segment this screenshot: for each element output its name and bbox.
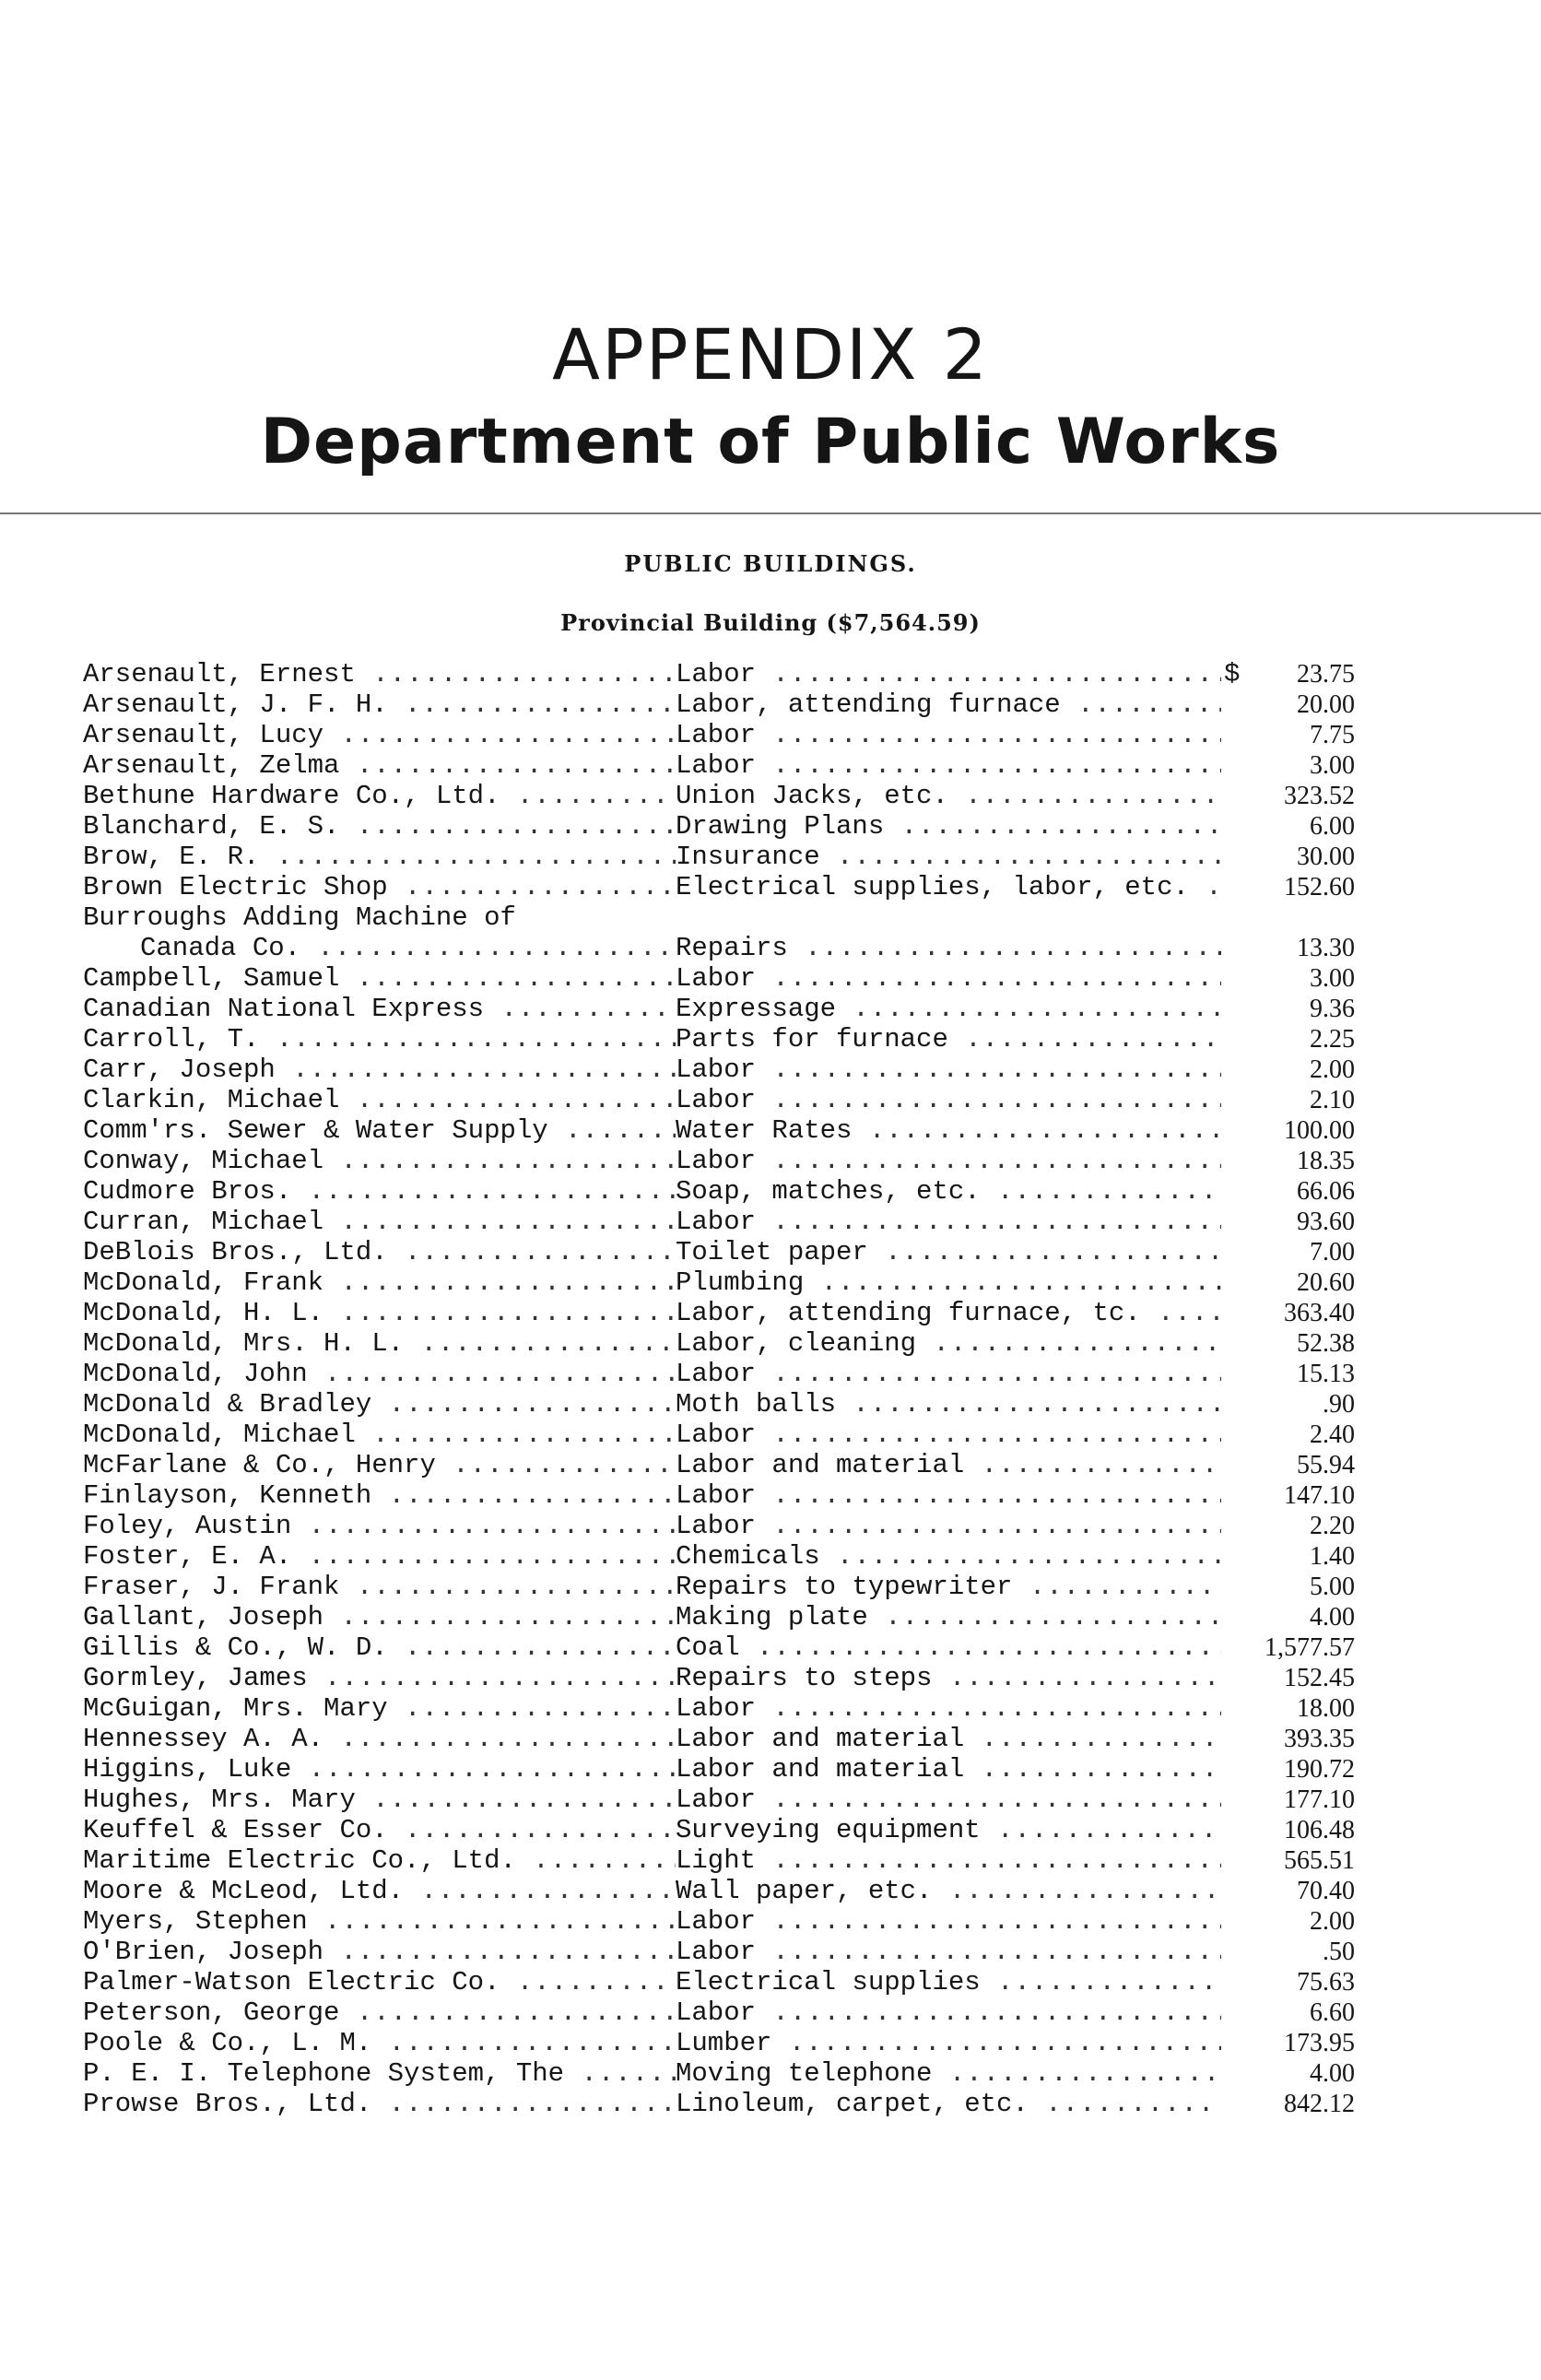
expense-description — [676, 1967, 1221, 1997]
payee-name — [83, 1754, 676, 1785]
ledger-row — [83, 963, 1355, 994]
expense-description-text: Parts for furnace — [676, 1024, 948, 1055]
ledger-row — [83, 1906, 1355, 1937]
expense-description — [676, 1754, 1221, 1785]
expense-description — [676, 1298, 1221, 1328]
payee-name — [83, 1724, 676, 1754]
payee-name — [83, 1906, 676, 1937]
expense-description-text: Labor — [676, 1085, 757, 1115]
expense-description — [676, 963, 1221, 994]
expense-description-text: Union Jacks, etc. — [676, 781, 948, 811]
expense-amount: 4.00 — [1310, 1603, 1355, 1632]
payee-name — [83, 1511, 676, 1541]
expense-amount: 100.00 — [1284, 1116, 1355, 1145]
expense-description-text: Labor — [676, 1146, 757, 1176]
expense-description-text: Labor — [676, 1937, 757, 1967]
payee-name-text: Blanchard, E. S. — [83, 811, 340, 842]
expense-description — [676, 1602, 1221, 1632]
ledger-row — [83, 1389, 1355, 1420]
payee-name — [83, 1267, 676, 1298]
expense-amount: .50 — [1323, 1938, 1355, 1966]
ledger-row — [83, 750, 1355, 781]
payee-name — [83, 1055, 676, 1085]
payee-name-text: Arsenault, J. F. H. — [83, 689, 388, 720]
payee-name — [83, 1876, 676, 1906]
expense-amount: 177.10 — [1284, 1785, 1355, 1814]
expense-description-text: Labor — [676, 963, 757, 994]
payee-name — [83, 659, 676, 689]
expense-description-text: Light — [676, 1845, 757, 1876]
expense-description-text: Electrical supplies — [676, 1967, 981, 1997]
payee-name-text: McDonald & Bradley — [83, 1389, 372, 1420]
payee-name-text: Arsenault, Lucy — [83, 720, 324, 750]
payee-name-text: Palmer-Watson Electric Co. — [83, 1967, 500, 1997]
expense-amount: 2.25 — [1310, 1025, 1355, 1054]
expense-description-text: Toilet paper — [676, 1237, 868, 1267]
expense-amount: 30.00 — [1297, 842, 1355, 871]
ledger-row — [83, 811, 1355, 842]
payee-name — [83, 1328, 676, 1359]
ledger-row — [83, 1632, 1355, 1663]
expense-amount: 152.60 — [1284, 873, 1355, 901]
expense-description — [676, 1785, 1221, 1815]
payee-name — [83, 1115, 676, 1146]
payee-name — [83, 1693, 676, 1724]
expense-amount: 842.12 — [1284, 2090, 1355, 2118]
expense-description — [676, 750, 1221, 781]
payee-name — [83, 1359, 676, 1389]
expense-amount: 70.40 — [1297, 1877, 1355, 1905]
payee-name-text: P. E. I. Telephone System, The — [83, 2058, 565, 2089]
payee-name — [83, 1785, 676, 1815]
payee-name-text: Canada Co. — [140, 933, 301, 963]
expense-description — [676, 2089, 1221, 2119]
ledger-row — [83, 842, 1355, 872]
expense-description-text: Labor, cleaning — [676, 1328, 917, 1359]
payee-name-text: Carroll, T. — [83, 1024, 260, 1055]
expense-amount: 66.06 — [1297, 1177, 1355, 1206]
expense-description-text: Labor — [676, 1693, 757, 1724]
expense-description-text: Labor — [676, 1420, 757, 1450]
payee-name — [140, 933, 676, 963]
payee-name — [83, 750, 676, 781]
expense-amount: .90 — [1323, 1390, 1355, 1419]
expense-amount: 75.63 — [1297, 1968, 1355, 1997]
payee-name-text: Gillis & Co., W. D. — [83, 1632, 388, 1663]
ledger-row — [83, 1176, 1355, 1207]
ledger-row — [83, 1298, 1355, 1328]
expense-amount: 2.10 — [1310, 1086, 1355, 1114]
payee-name — [83, 1572, 676, 1602]
expense-description-text: Drawing Plans — [676, 811, 885, 842]
expense-description-text: Making plate — [676, 1602, 868, 1632]
expense-description-text: Insurance — [676, 842, 820, 872]
payee-name — [83, 781, 676, 811]
expense-amount: 3.00 — [1310, 964, 1355, 993]
divider-rule — [0, 513, 1541, 514]
expense-amount: 7.00 — [1310, 1238, 1355, 1267]
payee-name — [83, 1024, 676, 1055]
ledger-row — [83, 1146, 1355, 1176]
ledger-row — [83, 1937, 1355, 1967]
expense-description — [676, 1207, 1221, 1237]
payee-name — [83, 1632, 676, 1663]
payee-name-text: Cudmore Bros. — [83, 1176, 292, 1207]
expense-description — [676, 2028, 1221, 2058]
payee-name-text: McDonald, Michael — [83, 1420, 356, 1450]
expense-amount: 13.30 — [1297, 934, 1355, 962]
ledger-row — [83, 1511, 1355, 1541]
section-heading: PUBLIC BUILDINGS. — [624, 550, 917, 577]
expense-amount: 5.00 — [1310, 1573, 1355, 1601]
expense-description — [676, 1085, 1221, 1115]
expense-amount: 9.36 — [1310, 995, 1355, 1023]
expense-description — [676, 781, 1221, 811]
expense-description-text: Coal — [676, 1632, 740, 1663]
ledger-row — [83, 1480, 1355, 1511]
payee-name-text: Foley, Austin — [83, 1511, 292, 1541]
payee-name — [83, 1237, 676, 1267]
expense-description — [676, 2058, 1221, 2089]
payee-name — [83, 994, 676, 1024]
ledger-row — [83, 689, 1355, 720]
expense-description — [676, 720, 1221, 750]
expense-description-text: Labor — [676, 1055, 757, 1085]
payee-name — [83, 1085, 676, 1115]
expense-description-text: Labor and material — [676, 1724, 965, 1754]
ledger-row — [83, 872, 1355, 902]
payee-name-text: Foster, E. A. — [83, 1541, 292, 1572]
expense-description — [676, 842, 1221, 872]
payee-name — [83, 1480, 676, 1511]
expense-description-text: Expressage — [676, 994, 837, 1024]
subsection-heading: Provincial Building ($7,564.59) — [560, 609, 981, 636]
ledger-row — [83, 994, 1355, 1024]
expense-amount: 20.60 — [1297, 1268, 1355, 1297]
payee-name — [83, 1298, 676, 1328]
payee-name-text: DeBlois Bros., Ltd. — [83, 1237, 388, 1267]
payee-name-text: Gallant, Joseph — [83, 1602, 324, 1632]
payee-name-text: McDonald, John — [83, 1359, 308, 1389]
expense-description — [676, 1146, 1221, 1176]
payee-name-text: Comm'rs. Sewer & Water Supply — [83, 1115, 548, 1146]
payee-name-text: Burroughs Adding Machine of — [83, 902, 516, 933]
payee-name — [83, 2058, 676, 2089]
payee-name-text: Hennessey A. A. — [83, 1724, 324, 1754]
expense-description-text: Labor — [676, 659, 757, 689]
payee-name — [83, 842, 676, 872]
ledger-row — [83, 2028, 1355, 2058]
expense-description — [676, 1389, 1221, 1420]
ledger-row — [83, 1450, 1355, 1480]
expense-amount: 2.20 — [1310, 1512, 1355, 1540]
expense-amount: 1,577.57 — [1265, 1633, 1355, 1662]
payee-name-text: Canadian National Express — [83, 994, 485, 1024]
payee-name-text: McDonald, H. L. — [83, 1298, 324, 1328]
ledger-row — [83, 1724, 1355, 1754]
ledger-row — [83, 1420, 1355, 1450]
ledger-row — [83, 1997, 1355, 2028]
ledger-row — [83, 1602, 1355, 1632]
ledger-row — [83, 933, 1355, 963]
expense-description-text: Moth balls — [676, 1389, 837, 1420]
expense-description — [676, 994, 1221, 1024]
ledger-row — [83, 1541, 1355, 1572]
payee-name-text: Moore & McLeod, Ltd. — [83, 1876, 405, 1906]
payee-name-text: Brown Electric Shop — [83, 872, 388, 902]
expense-amount: 565.51 — [1284, 1846, 1355, 1875]
ledger-row — [83, 902, 1281, 933]
expense-description — [676, 1632, 1221, 1663]
expense-amount: 18.00 — [1297, 1694, 1355, 1723]
expense-description — [676, 1480, 1221, 1511]
expense-amount: 152.45 — [1284, 1664, 1355, 1692]
payee-name — [83, 1420, 676, 1450]
expense-description — [676, 1663, 1221, 1693]
expense-description-text: Labor and material — [676, 1450, 965, 1480]
expense-description — [676, 1997, 1221, 2028]
expense-amount: 1.40 — [1310, 1542, 1355, 1571]
expense-description — [676, 1024, 1221, 1055]
expense-description — [676, 1450, 1221, 1480]
payee-name — [83, 2089, 676, 2119]
expense-amount: 15.13 — [1297, 1360, 1355, 1388]
expense-description — [676, 1693, 1221, 1724]
expense-description-text: Labor — [676, 1997, 757, 2028]
payee-name — [83, 720, 676, 750]
expense-description-text: Labor, attending furnace, tc. — [676, 1298, 1141, 1328]
expense-description-text: Plumbing — [676, 1267, 805, 1298]
payee-name-text: Prowse Bros., Ltd. — [83, 2089, 372, 2119]
currency-symbol: $ — [1224, 659, 1241, 689]
payee-name — [83, 689, 676, 720]
ledger-row — [83, 1237, 1355, 1267]
expense-description-text: Labor — [676, 720, 757, 750]
payee-name — [83, 2028, 676, 2058]
payee-name — [83, 1450, 676, 1480]
expense-description-text: Surveying equipment — [676, 1815, 981, 1845]
expense-description-text: Repairs to steps — [676, 1663, 933, 1693]
payee-name — [83, 1845, 676, 1876]
payee-name-text: Myers, Stephen — [83, 1906, 308, 1937]
payee-name — [83, 1389, 676, 1420]
payee-name — [83, 1815, 676, 1845]
payee-name-text: Bethune Hardware Co., Ltd. — [83, 781, 500, 811]
expense-description — [676, 1115, 1221, 1146]
expense-description-text: Moving telephone — [676, 2058, 933, 2089]
payee-name — [83, 872, 676, 902]
ledger-row — [83, 2089, 1355, 2119]
payee-name — [83, 1207, 676, 1237]
expense-description-text: Repairs to typewriter — [676, 1572, 1013, 1602]
expense-description — [676, 1420, 1221, 1450]
payee-name-text: Fraser, J. Frank — [83, 1572, 340, 1602]
payee-name-text: Brow, E. R. — [83, 842, 260, 872]
expense-amount: 363.40 — [1284, 1299, 1355, 1327]
expense-description-text: Electrical supplies, labor, etc. — [676, 872, 1189, 902]
payee-name — [83, 963, 676, 994]
expense-description — [676, 1876, 1221, 1906]
payee-name-text: McDonald, Mrs. H. L. — [83, 1328, 405, 1359]
payee-name — [83, 1937, 676, 1967]
ledger-row — [83, 1115, 1355, 1146]
payee-name-text: Higgins, Luke — [83, 1754, 292, 1785]
expense-description-text: Wall paper, etc. — [676, 1876, 933, 1906]
expense-description — [676, 1724, 1221, 1754]
ledger-row — [83, 1876, 1355, 1906]
ledger-row — [83, 1207, 1355, 1237]
payee-name-text: Gormley, James — [83, 1663, 308, 1693]
expense-description-text: Labor and material — [676, 1754, 965, 1785]
payee-name-text: Campbell, Samuel — [83, 963, 340, 994]
ledger-row — [83, 2058, 1355, 2089]
expense-description — [676, 1572, 1221, 1602]
ledger-row — [83, 659, 1355, 689]
ledger-row — [83, 1693, 1355, 1724]
payee-name-text: McDonald, Frank — [83, 1267, 324, 1298]
expense-description — [676, 1055, 1221, 1085]
payee-name-text: Maritime Electric Co., Ltd. — [83, 1845, 516, 1876]
payee-name — [83, 1967, 676, 1997]
expense-description — [676, 811, 1221, 842]
expense-description — [676, 1906, 1221, 1937]
expense-description-text: Labor — [676, 750, 757, 781]
expense-amount: 6.60 — [1310, 1998, 1355, 2027]
expense-description-text: Labor — [676, 1480, 757, 1511]
expense-amount: 2.00 — [1310, 1055, 1355, 1084]
expense-description-text: Labor, attending furnace — [676, 689, 1061, 720]
ledger-row — [83, 1085, 1355, 1115]
expense-description-text: Labor — [676, 1359, 757, 1389]
expense-description-text: Labor — [676, 1906, 757, 1937]
payee-name — [83, 1541, 676, 1572]
expense-description — [676, 1937, 1221, 1967]
payee-name — [83, 902, 676, 933]
expense-amount: 147.10 — [1284, 1481, 1355, 1510]
expense-description-text: Water Rates — [676, 1115, 853, 1146]
expense-description — [676, 1511, 1221, 1541]
ledger-row — [83, 1754, 1355, 1785]
payee-name-text: Curran, Michael — [83, 1207, 324, 1237]
ledger-row — [83, 1328, 1355, 1359]
expense-amount: 18.35 — [1297, 1147, 1355, 1175]
expense-description-text: Soap, matches, etc. — [676, 1176, 981, 1207]
ledger-row — [83, 1967, 1355, 1997]
payee-name — [83, 1663, 676, 1693]
expense-description — [676, 1267, 1221, 1298]
payee-name — [83, 811, 676, 842]
payee-name-text: Arsenault, Zelma — [83, 750, 340, 781]
expense-description — [676, 933, 1221, 963]
payee-name-text: Peterson, George — [83, 1997, 340, 2028]
ledger-row — [83, 1572, 1355, 1602]
expense-description-text: Labor — [676, 1511, 757, 1541]
payee-name-text: Conway, Michael — [83, 1146, 324, 1176]
payee-name — [83, 1602, 676, 1632]
payee-name — [83, 1997, 676, 2028]
expense-description — [676, 689, 1221, 720]
ledger-row — [83, 1815, 1355, 1845]
payee-name — [83, 1146, 676, 1176]
ledger-row — [83, 1663, 1355, 1693]
payee-name-text: O'Brien, Joseph — [83, 1937, 324, 1967]
payee-name-text: Clarkin, Michael — [83, 1085, 340, 1115]
payee-name-text: Finlayson, Kenneth — [83, 1480, 372, 1511]
expense-amount: 3.00 — [1310, 751, 1355, 780]
payee-name-text: McFarlane & Co., Henry — [83, 1450, 436, 1480]
expense-amount: 173.95 — [1284, 2029, 1355, 2057]
ledger-row — [83, 1359, 1355, 1389]
payee-name-text: Hughes, Mrs. Mary — [83, 1785, 356, 1815]
expense-amount: 55.94 — [1297, 1451, 1355, 1479]
expense-description — [676, 1815, 1221, 1845]
expense-amount: 52.38 — [1297, 1329, 1355, 1358]
expense-description — [676, 659, 1221, 689]
ledger-row — [83, 1785, 1355, 1815]
ledger-row — [83, 781, 1355, 811]
expense-amount: 6.00 — [1310, 812, 1355, 841]
expense-description-text: Chemicals — [676, 1541, 820, 1572]
expense-amount: 2.00 — [1310, 1907, 1355, 1936]
payee-name-text: Arsenault, Ernest — [83, 659, 356, 689]
expense-description — [676, 1176, 1221, 1207]
department-title: Department of Public Works — [260, 406, 1281, 478]
expense-amount: 393.35 — [1284, 1725, 1355, 1753]
expense-amount: 20.00 — [1297, 690, 1355, 719]
expense-amount: 93.60 — [1297, 1208, 1355, 1236]
payee-name-text: Carr, Joseph — [83, 1055, 276, 1085]
expense-amount: 323.52 — [1284, 782, 1355, 810]
expense-description-text: Labor — [676, 1785, 757, 1815]
expense-description — [676, 1237, 1221, 1267]
expense-amount: 190.72 — [1284, 1755, 1355, 1784]
payee-name-text: McGuigan, Mrs. Mary — [83, 1693, 388, 1724]
expense-description — [676, 1328, 1221, 1359]
expense-description-text: Labor — [676, 1207, 757, 1237]
payee-name-text: Keuffel & Esser Co. — [83, 1815, 388, 1845]
ledger-row — [83, 1024, 1355, 1055]
ledger-row — [83, 1845, 1355, 1876]
expense-description — [676, 1541, 1221, 1572]
expense-amount: 23.75 — [1297, 660, 1355, 689]
expense-description — [676, 1845, 1221, 1876]
expense-amount: 4.00 — [1310, 2059, 1355, 2088]
payee-name — [83, 1176, 676, 1207]
expense-amount: 7.75 — [1310, 721, 1355, 749]
expense-description-text: Lumber — [676, 2028, 772, 2058]
expense-description-text: Linoleum, carpet, etc. — [676, 2089, 1029, 2119]
ledger-row — [83, 1267, 1355, 1298]
expense-amount: 106.48 — [1284, 1816, 1355, 1844]
expense-description-text: Repairs — [676, 933, 788, 963]
expense-description — [676, 1359, 1221, 1389]
payee-name-text: Poole & Co., L. M. — [83, 2028, 372, 2058]
expense-description — [676, 872, 1221, 902]
expense-ledger — [83, 659, 1355, 2119]
ledger-row — [83, 720, 1355, 750]
expense-amount: 2.40 — [1310, 1420, 1355, 1449]
appendix-title: APPENDIX 2 — [551, 313, 990, 395]
ledger-row — [83, 1055, 1355, 1085]
